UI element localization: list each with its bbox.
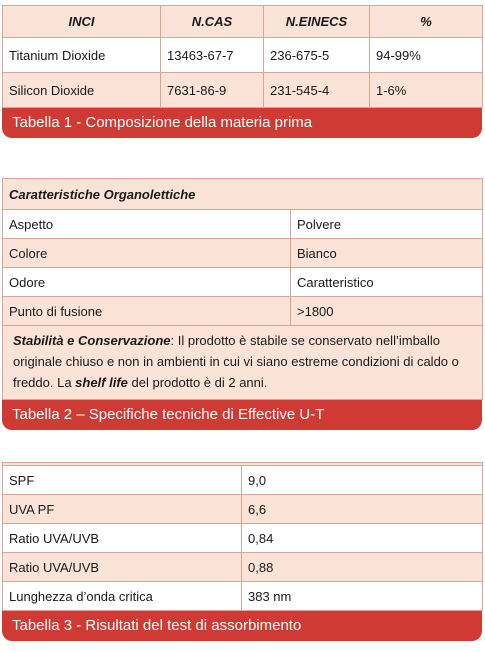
property-label: Punto di fusione (3, 297, 291, 326)
metric-value: 383 nm (242, 582, 483, 611)
column-header-inci: INCI (3, 6, 161, 38)
table-caption: Tabella 2 – Specifiche tecniche di Effective U-T (2, 400, 482, 430)
specifications-table-block (2, 178, 482, 430)
property-label: Aspetto (3, 210, 291, 239)
property-label: Colore (3, 239, 291, 268)
table-caption: Tabella 3 - Risultati del test di assorbimento (2, 611, 482, 641)
property-label: Odore (3, 268, 291, 297)
table-row (3, 210, 483, 239)
stability-paragraph (3, 326, 483, 400)
absorption-results-table (2, 462, 483, 611)
metric-value: 0,84 (242, 524, 483, 553)
column-header-einecs: N.EINECS (264, 6, 370, 38)
cell-einecs: 231-545-4 (264, 73, 370, 108)
property-value: Polvere (291, 210, 483, 239)
cell-percent: 94-99% (370, 38, 483, 73)
table-row (3, 495, 483, 524)
absorption-results-table-block (2, 462, 482, 641)
stability-text-1: : Il prodotto è stabile se conservato nell’imballo originale chiuso e non in ambienti in cui vi siano estreme condizioni di caldo o freddo. La (13, 333, 459, 390)
property-value: Caratteristico (291, 268, 483, 297)
table-row (3, 466, 483, 495)
column-header-percent: % (370, 6, 483, 38)
cell-cas: 13463-67-7 (161, 38, 264, 73)
table-caption: Tabella 1 - Composizione della materia prima (2, 108, 482, 138)
shelf-life-label: shelf life (75, 375, 128, 390)
composition-table-block (2, 5, 482, 138)
cell-inci: Silicon Dioxide (3, 73, 161, 108)
table-row (3, 297, 483, 326)
property-value: Bianco (291, 239, 483, 268)
metric-value: 6,6 (242, 495, 483, 524)
cell-cas: 7631-86-9 (161, 73, 264, 108)
metric-label: Ratio UVA/UVB (3, 524, 242, 553)
table-row (3, 524, 483, 553)
table-header-row (3, 6, 483, 38)
metric-value: 9,0 (242, 466, 483, 495)
metric-value: 0,88 (242, 553, 483, 582)
cell-einecs: 236-675-5 (264, 38, 370, 73)
metric-label: UVA PF (3, 495, 242, 524)
column-header-cas: N.CAS (161, 6, 264, 38)
cell-percent: 1-6% (370, 73, 483, 108)
table-row (3, 73, 483, 108)
table-row (3, 268, 483, 297)
cell-inci: Titanium Dioxide (3, 38, 161, 73)
metric-label: Ratio UVA/UVB (3, 553, 242, 582)
table-row (3, 239, 483, 268)
stability-label: Stabilità e Conservazione (13, 333, 171, 348)
property-value: >1800 (291, 297, 483, 326)
specifications-table (2, 178, 483, 400)
composition-table (2, 5, 483, 108)
table-row (3, 582, 483, 611)
metric-label: SPF (3, 466, 242, 495)
table-row (3, 553, 483, 582)
metric-label: Lunghezza d’onda critica (3, 582, 242, 611)
section-title: Caratteristiche Organolettiche (3, 179, 483, 210)
stability-text-2: del prodotto è di 2 anni. (127, 375, 268, 390)
table-row (3, 38, 483, 73)
